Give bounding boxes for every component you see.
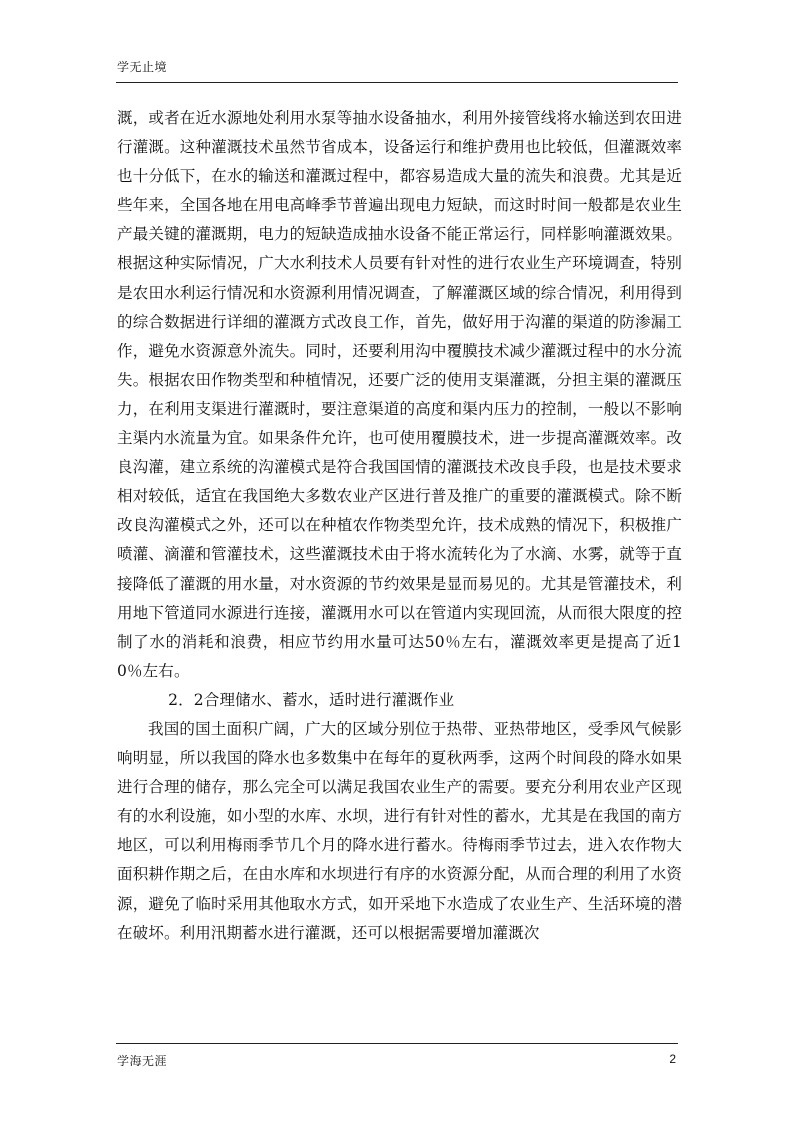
- document-body: [117, 104, 682, 948]
- section-heading: 2．2合理储水、蓄水，适时进行灌溉作业: [168, 690, 455, 709]
- body-paragraph: 我国的国土面积广阔，广大的区域分别位于热带、亚热带地区，受季风气候影响明显，所以我国的降水也多数集中在每年的夏秋两季，这两个时间段的降水如果进行合理的储存，那么完全可以满足我国农业生产的需要。要充分利用农业产区现有的水利设施，如小型的水库、水坝，进行有针对性的蓄水，尤其是在我国的南方地区，可以利用梅雨季节几个月的降水进行蓄水。待梅雨季节过去，进入农作物大面积耕作期之后，在由水库和水坝进行有序的水资源分配，从而合理的利用了水资源，避免了临时采用其他取水方式，如开采地下水造成了农业生产、生活环境的潜在破坏。利用汛期蓄水进行灌溉，还可以根据需要增加灌溉次: [117, 719, 682, 942]
- footer-divider: [116, 1043, 678, 1044]
- body-paragraph: 溉，或者在近水源地处利用水泵等抽水设备抽水，利用外接管线将水输送到农田进行灌溉。这种灌溉技术虽然节省成本，设备运行和维护费用也比较低，但灌溉效率也十分低下，在水的输送和灌溉过程中，都容易造成大量的流失和浪费。尤其是近些年来，全国各地在用电高峰季节普遍出现电力短缺，而这时时间一般都是农业生产最关键的灌溉期，电力的短缺造成抽水设备不能正常运行，同样影响灌溉效果。根据这种实际情况，广大水利技术人员要有针对性的进行农业生产环境调查，特别是农田水利运行情况和水资源利用情况调查，了解灌溉区域的综合情况，利用得到的综合数据进行详细的灌溉方式改良工作，首先，做好用于沟灌的渠道的防渗漏工作，避免水资源意外流失。同时，还要利用沟中覆膜技术减少灌溉过程中的水分流失。根据农田作物类型和种植情况，还要广泛的使用支渠灌溉，分担主渠的灌溉压力，在利用支渠进行灌溉时，要注意渠道的高度和渠内压力的控制，一般以不影响主渠内水流量为宜。如果条件允许，也可使用覆膜技术，进一步提高灌溉效率。改良沟灌，建立系统的沟灌模式是符合我国国情的灌溉技术改良手段，也是技术要求相对较低，适宜在我国绝大多数农业产区进行普及推广的重要的灌溉模式。除不断改良沟灌模式之外，还可以在种植农作物类型允许，技术成熟的情况下，积极推广喷灌、滴灌和管灌技术，这些灌溉技术由于将水流转化为了水滴、水雾，就等于直接降低了灌溉的用水量，对水资源的节约效果是显而易见的。尤其是管灌技术，利用地下管道同水源进行连接，灌溉用水可以在管道内实现回流，从而很大限度的控制了水的消耗和浪费，相应节约用水量可达50％左右，灌溉效率更是提高了近10％左右。: [117, 109, 682, 680]
- page-number: 2: [669, 1052, 676, 1066]
- header-divider: [116, 82, 678, 83]
- page-footer-text: 学海无涯: [117, 1054, 168, 1068]
- page-header-title: 学无止境: [117, 60, 168, 74]
